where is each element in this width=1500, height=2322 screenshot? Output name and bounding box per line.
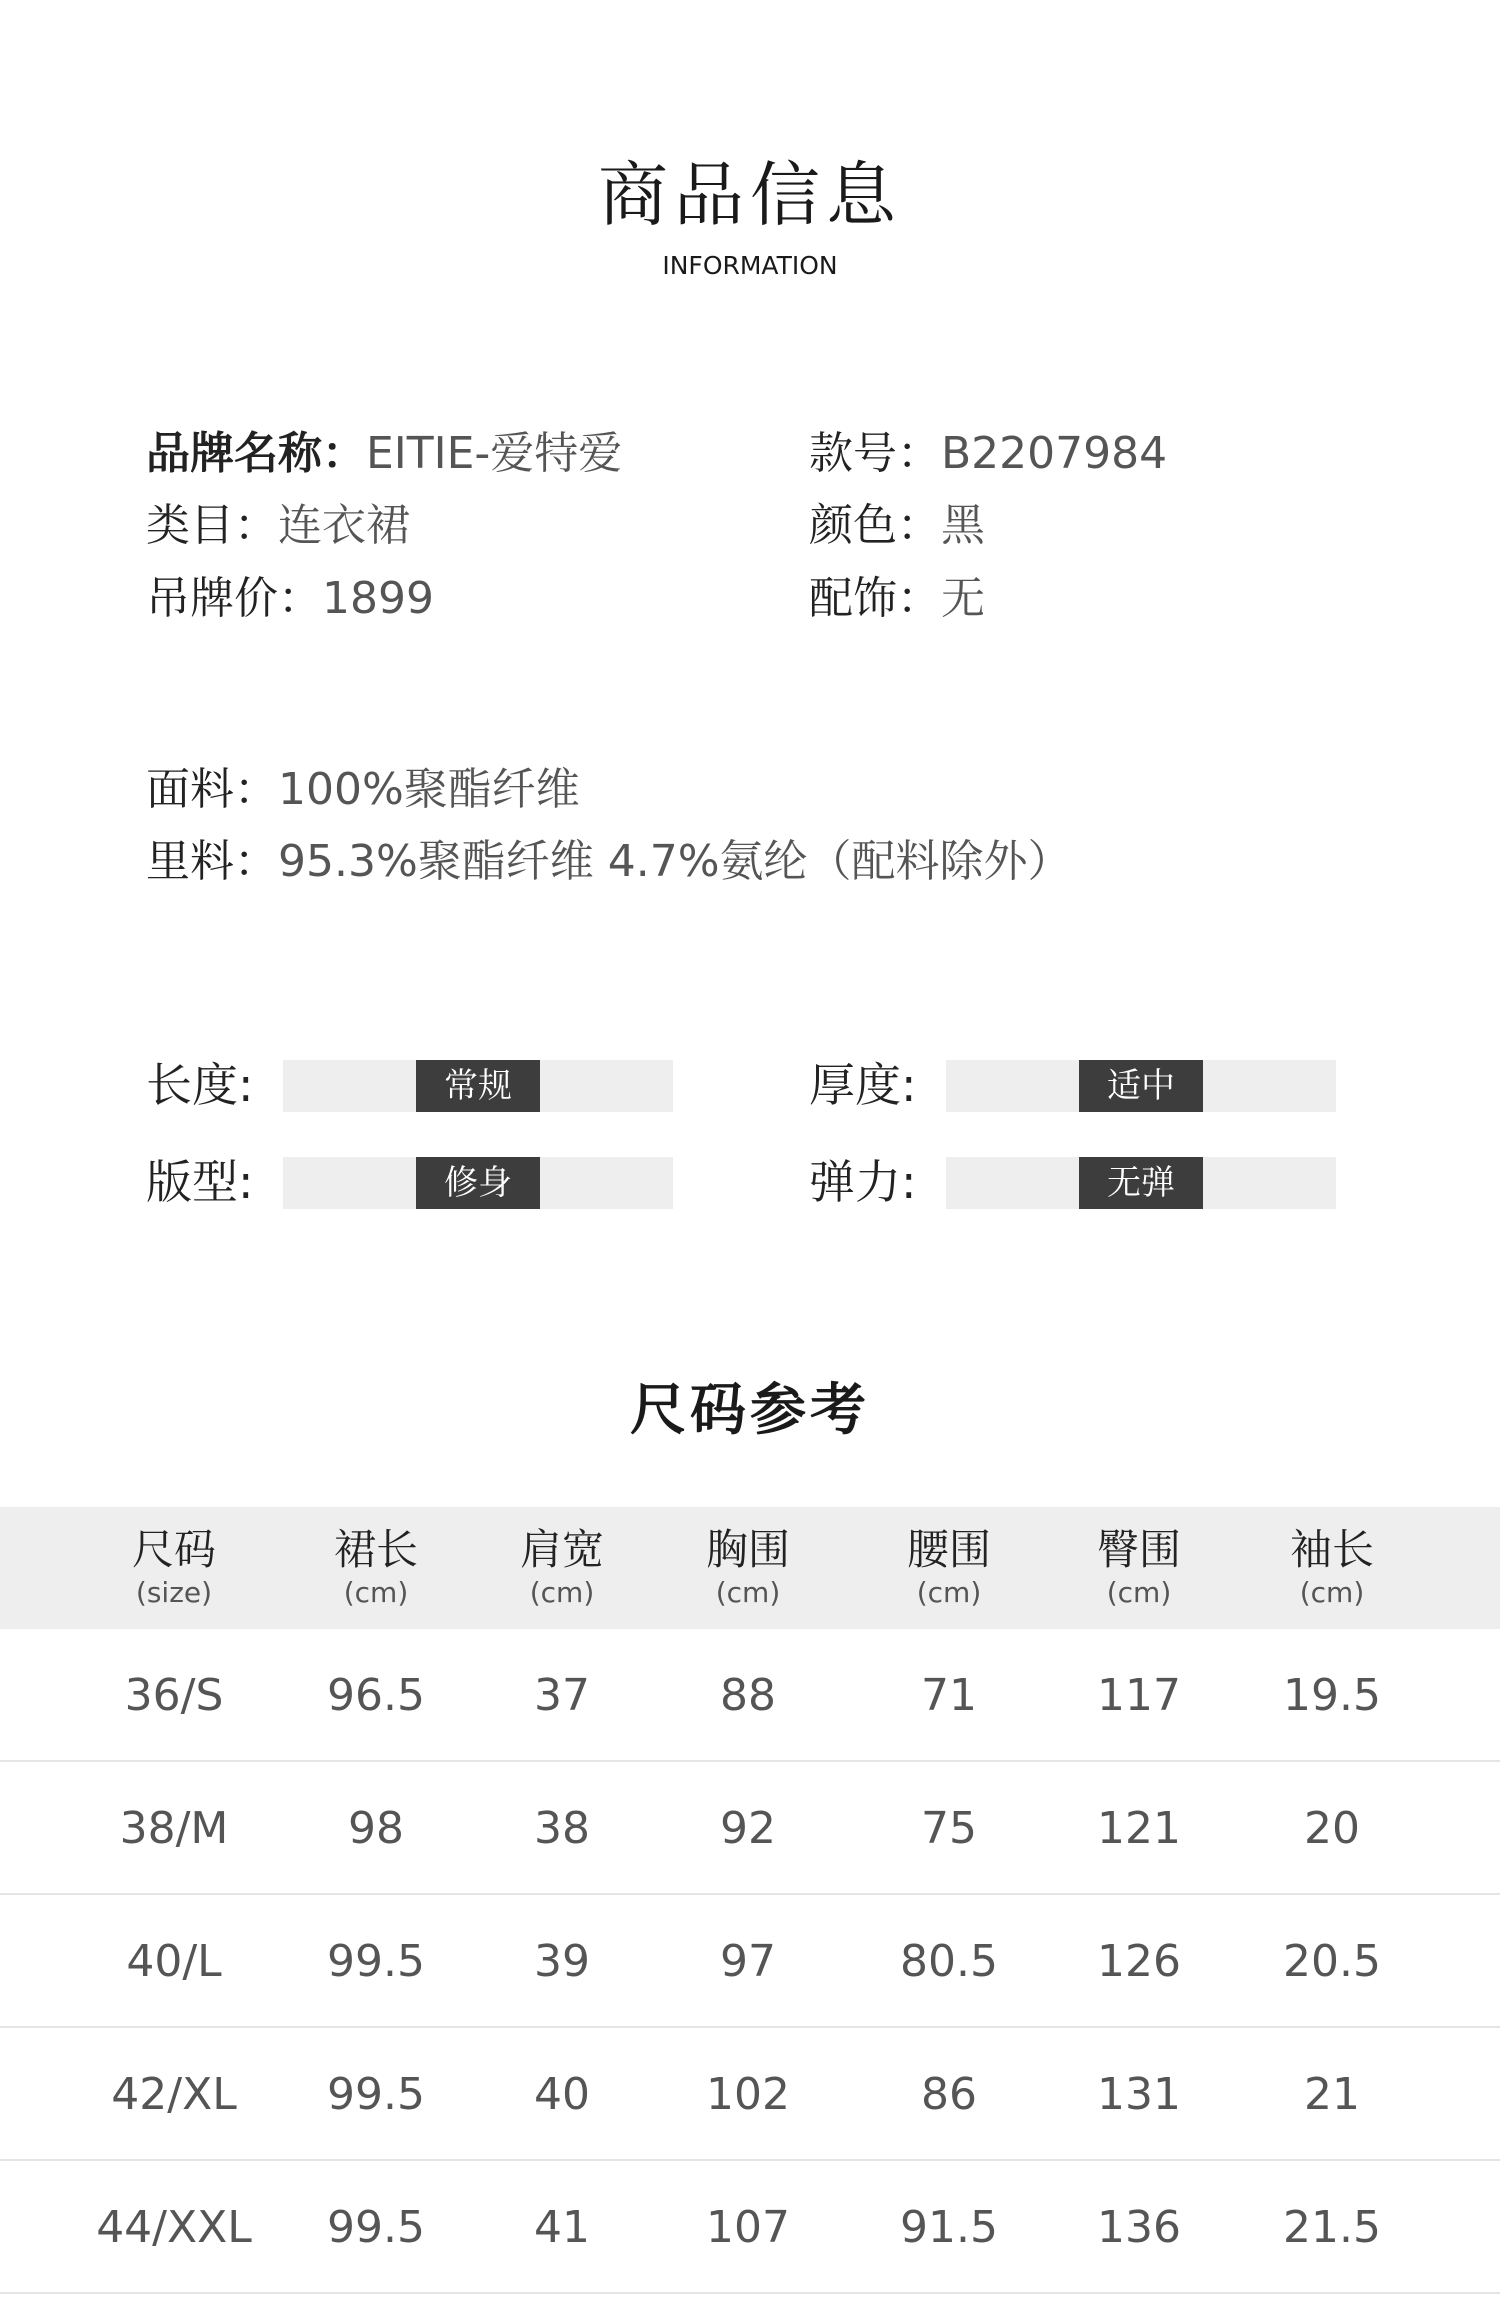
attr-length-label: 长度: [146, 1058, 254, 1112]
table-cell: 80.5 [900, 1936, 998, 1987]
table-cell: 39 [534, 1936, 590, 1987]
header-cell-hip [1049, 1507, 1229, 1629]
table-cell: 99.5 [327, 2202, 425, 2253]
header-unit: (cm) [715, 1576, 781, 1609]
header-unit: (cm) [916, 1576, 982, 1609]
table-cell: 41 [534, 2202, 590, 2253]
info-brand [146, 428, 623, 479]
header-unit: (cm) [1106, 1576, 1172, 1609]
attr-length-track [283, 1060, 673, 1112]
table-row [0, 2161, 1500, 2294]
info-color-value: 黑 [941, 500, 985, 551]
attr-fit-track [283, 1157, 673, 1209]
page-title: 商品信息 [598, 154, 902, 236]
table-cell: 91.5 [900, 2202, 998, 2253]
table-cell: 126 [1097, 1936, 1181, 1987]
size-table-header [0, 1507, 1500, 1629]
size-table [0, 1507, 1500, 2294]
fabric-lining [146, 836, 1072, 887]
table-cell: 71 [921, 1670, 977, 1721]
table-cell: 121 [1097, 1803, 1181, 1854]
table-cell: 97 [720, 1936, 776, 1987]
header-cell-length [286, 1507, 466, 1629]
info-category-key: 类目： [146, 500, 278, 551]
table-cell: 21.5 [1283, 2202, 1381, 2253]
table-cell: 37 [534, 1670, 590, 1721]
table-cell: 88 [720, 1670, 776, 1721]
table-cell: 117 [1097, 1670, 1181, 1721]
table-cell: 99.5 [327, 2069, 425, 2120]
header-unit: (size) [135, 1576, 213, 1609]
info-brand-value: EITIE-爱特爱 [366, 428, 623, 479]
table-row [0, 1629, 1500, 1762]
attr-thickness-track [946, 1060, 1336, 1112]
table-cell: 40/L [126, 1936, 222, 1987]
header-label: 袖长 [1289, 1525, 1374, 1574]
header-unit: (cm) [343, 1576, 409, 1609]
table-cell: 42/XL [111, 2069, 237, 2120]
table-cell: 44/XXL [96, 2202, 252, 2253]
info-accessory [809, 573, 985, 624]
header-unit: (cm) [529, 1576, 595, 1609]
size-chart-title: 尺码参考 [630, 1378, 870, 1443]
header-label: 胸围 [705, 1525, 790, 1574]
info-accessory-key: 配饰： [809, 573, 941, 624]
table-cell: 86 [921, 2069, 977, 2120]
page-subtitle: INFORMATION [662, 251, 838, 280]
attr-thickness-label: 厚度: [809, 1058, 917, 1112]
table-cell: 38 [534, 1803, 590, 1854]
table-cell: 40 [534, 2069, 590, 2120]
attr-elasticity-chip: 无弹 [1079, 1157, 1203, 1209]
info-brand-key: 品牌名称： [146, 428, 366, 479]
fabric-lining-value: 95.3%聚酯纤维 4.7%氨纶（配料除外） [278, 836, 1072, 887]
info-color [809, 500, 985, 551]
fabric-outer-key: 面料： [146, 764, 278, 815]
header-unit: (cm) [1299, 1576, 1365, 1609]
info-price-key: 吊牌价： [146, 573, 322, 624]
table-cell: 21 [1304, 2069, 1360, 2120]
table-cell: 98 [348, 1803, 404, 1854]
table-cell: 107 [706, 2202, 790, 2253]
header-cell-shoulder [472, 1507, 652, 1629]
table-cell: 20 [1304, 1803, 1360, 1854]
table-cell: 38/M [119, 1803, 229, 1854]
table-row [0, 1762, 1500, 1895]
attr-fit-label: 版型: [146, 1155, 254, 1209]
attr-elasticity-track [946, 1157, 1336, 1209]
table-cell: 75 [921, 1803, 977, 1854]
attr-thickness-chip: 适中 [1079, 1060, 1203, 1112]
attr-fit-chip: 修身 [416, 1157, 540, 1209]
table-cell: 136 [1097, 2202, 1181, 2253]
table-cell: 131 [1097, 2069, 1181, 2120]
info-category-value: 连衣裙 [278, 500, 410, 551]
header-label: 裙长 [333, 1525, 418, 1574]
table-cell: 99.5 [327, 1936, 425, 1987]
header-cell-size [84, 1507, 264, 1629]
table-cell: 20.5 [1283, 1936, 1381, 1987]
table-cell: 102 [706, 2069, 790, 2120]
header-label: 肩宽 [519, 1525, 604, 1574]
header-label: 臀围 [1096, 1525, 1181, 1574]
info-color-key: 颜色： [809, 500, 941, 551]
info-model [809, 428, 1168, 479]
fabric-outer-value: 100%聚酯纤维 [278, 764, 580, 815]
info-category [146, 500, 410, 551]
info-price [146, 573, 434, 624]
table-cell: 36/S [124, 1670, 224, 1721]
table-cell: 19.5 [1283, 1670, 1381, 1721]
info-model-value: B2207984 [941, 428, 1168, 479]
header-label: 尺码 [131, 1525, 216, 1574]
header-label: 腰围 [906, 1525, 991, 1574]
info-price-value: 1899 [322, 573, 434, 624]
table-cell: 92 [720, 1803, 776, 1854]
table-cell: 96.5 [327, 1670, 425, 1721]
header-cell-bust [658, 1507, 838, 1629]
info-model-key: 款号： [809, 428, 941, 479]
attr-elasticity-label: 弹力: [809, 1155, 917, 1209]
attr-length-chip: 常规 [416, 1060, 540, 1112]
fabric-lining-key: 里料： [146, 836, 278, 887]
info-accessory-value: 无 [941, 573, 985, 624]
fabric-outer [146, 764, 580, 815]
header-cell-sleeve [1242, 1507, 1422, 1629]
header-cell-waist [859, 1507, 1039, 1629]
table-row [0, 2028, 1500, 2161]
table-row [0, 1895, 1500, 2028]
